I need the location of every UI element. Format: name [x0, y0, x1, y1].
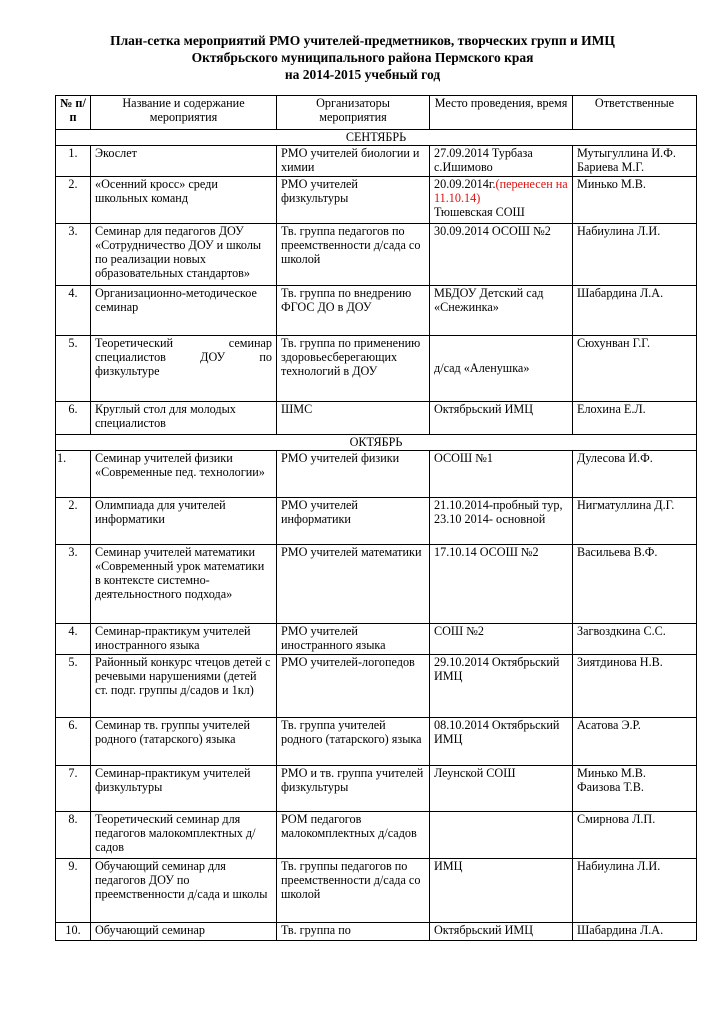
event-responsible: Сюхунван Г.Г.: [573, 336, 697, 402]
event-responsible: Зиятдинова Н.В.: [573, 655, 697, 718]
month-row-september: [56, 130, 697, 146]
document-title: [0, 32, 725, 83]
month-label: ОКТЯБРЬ: [56, 435, 697, 451]
table-row: [56, 146, 697, 177]
row-num: 2.: [56, 498, 91, 545]
event-name: Семинар тв. группы учителей родного (татарского) языка: [91, 718, 277, 766]
title-line-3: на 2014-2015 учебный год: [284, 67, 441, 82]
table-row: [56, 859, 697, 923]
event-organizer: Тв. группа по применению здоровьесберегающих технологий в ДОУ: [277, 336, 430, 402]
table-row: [56, 655, 697, 718]
event-place: [430, 177, 573, 224]
event-place: ИМЦ: [430, 859, 573, 923]
title-line-1: План-сетка мероприятий РМО учителей-предметников, творческих групп и ИМЦ: [110, 33, 615, 48]
event-responsible: Елохина Е.Л.: [573, 402, 697, 435]
event-name: Районный конкурс чтецов детей с речевыми нарушениями (детей ст. подг. группы д/садов и 1кл): [91, 655, 277, 718]
event-organizer: РМО учителей физики: [277, 451, 430, 498]
place-venue: Тюшевская СОШ: [434, 205, 525, 219]
event-name: Семинар для педагогов ДОУ «Сотрудничество ДОУ и школы по реализации новых образовательных стандартов»: [91, 224, 277, 286]
events-table: [55, 95, 697, 941]
table-row: [56, 286, 697, 336]
title-line-2: Октябрьского муниципального района Пермского края: [191, 50, 534, 65]
event-place: 08.10.2014 Октябрьский ИМЦ: [430, 718, 573, 766]
table-row: [56, 451, 697, 498]
row-num: 9.: [56, 859, 91, 923]
row-num: 4.: [56, 624, 91, 655]
row-num: 3.: [56, 224, 91, 286]
row-num: 1.: [56, 451, 91, 498]
table-row: [56, 624, 697, 655]
event-organizer: РМО учителей информатики: [277, 498, 430, 545]
row-num: 8.: [56, 812, 91, 859]
event-organizer: Тв. группа по внедрению ФГОС ДО в ДОУ: [277, 286, 430, 336]
row-num: 1.: [56, 146, 91, 177]
table-row: [56, 766, 697, 812]
table-row: [56, 224, 697, 286]
event-name: Круглый стол для молодых специалистов: [91, 402, 277, 435]
event-responsible: Шабардина Л.А.: [573, 923, 697, 941]
event-name: Теоретический семинар для педагогов малокомплектных д/садов: [91, 812, 277, 859]
table-row: [56, 545, 697, 624]
event-responsible: Асатова Э.Р.: [573, 718, 697, 766]
event-place: 17.10.14 ОСОШ №2: [430, 545, 573, 624]
row-num: 7.: [56, 766, 91, 812]
event-responsible: Загвоздкина С.С.: [573, 624, 697, 655]
event-name: Обучающий семинар для педагогов ДОУ по преемственности д/сада и школы: [91, 859, 277, 923]
event-place: 29.10.2014 Октябрьский ИМЦ: [430, 655, 573, 718]
event-organizer: Тв. группа педагогов по преемственности д/сада со школой: [277, 224, 430, 286]
event-organizer: РМО учителей физкультуры: [277, 177, 430, 224]
event-responsible: Дулесова И.Ф.: [573, 451, 697, 498]
rescheduled-note: (перенесен на 11.10.14): [434, 177, 568, 205]
event-place: д/сад «Аленушка»: [430, 336, 573, 402]
row-num: 2.: [56, 177, 91, 224]
event-place: 21.10.2014-пробный тур, 23.10 2014- основной: [430, 498, 573, 545]
event-organizer: РМО учителей иностранного языка: [277, 624, 430, 655]
event-name: Семинар-практикум учителей физкультуры: [91, 766, 277, 812]
table-row: [56, 336, 697, 402]
row-num: 5.: [56, 655, 91, 718]
header-row: [56, 96, 697, 130]
table-row: [56, 718, 697, 766]
row-num: 3.: [56, 545, 91, 624]
event-name: Обучающий семинар: [91, 923, 277, 941]
month-row-october: [56, 435, 697, 451]
event-responsible: Васильева В.Ф.: [573, 545, 697, 624]
event-organizer: Тв. группы педагогов по преемственности д/сада со школой: [277, 859, 430, 923]
col-header-name: Название и содержание мероприятия: [91, 96, 277, 130]
event-place: СОШ №2: [430, 624, 573, 655]
event-responsible: Набиулина Л.И.: [573, 859, 697, 923]
col-header-place: Место проведения, время: [430, 96, 573, 130]
event-name: Организационно-методическое семинар: [91, 286, 277, 336]
event-place: ОСОШ №1: [430, 451, 573, 498]
col-header-num: № п/п: [56, 96, 91, 130]
event-place: [430, 812, 573, 859]
row-num: 6.: [56, 402, 91, 435]
table-row: [56, 402, 697, 435]
event-place: Октябрьский ИМЦ: [430, 402, 573, 435]
event-responsible: Минько М.В.: [573, 177, 697, 224]
row-num: 4.: [56, 286, 91, 336]
table-row: [56, 177, 697, 224]
event-organizer: РМО учителей математики: [277, 545, 430, 624]
event-name: Олимпиада для учителей информатики: [91, 498, 277, 545]
event-place: МБДОУ Детский сад «Снежинка»: [430, 286, 573, 336]
event-responsible: Набиулина Л.И.: [573, 224, 697, 286]
event-responsible: Нигматуллина Д.Г.: [573, 498, 697, 545]
event-responsible: Минько М.В. Фаизова Т.В.: [573, 766, 697, 812]
event-organizer: ШМС: [277, 402, 430, 435]
event-name: Семинар учителей физики «Современные пед. технологии»: [91, 451, 277, 498]
event-name: Семинар учителей математики «Современный урок математики в контексте системно-деятельностного подхода»: [91, 545, 277, 624]
event-organizer: РМО и тв. группа учителей физкультуры: [277, 766, 430, 812]
col-header-org: Организаторы мероприятия: [277, 96, 430, 130]
event-name: Теоретический семинар специалистов ДОУ по физкультуре: [91, 336, 277, 402]
event-name: Экослет: [91, 146, 277, 177]
event-organizer: РОМ педагогов малокомплектных д/садов: [277, 812, 430, 859]
table-row: [56, 923, 697, 941]
event-name: «Осенний кросс» среди школьных команд: [91, 177, 277, 224]
row-num: 6.: [56, 718, 91, 766]
event-organizer: Тв. группа по: [277, 923, 430, 941]
col-header-resp: Ответственные: [573, 96, 697, 130]
event-organizer: РМО учителей биологии и химии: [277, 146, 430, 177]
event-responsible: Шабардина Л.А.: [573, 286, 697, 336]
event-place: Октябрьский ИМЦ: [430, 923, 573, 941]
table-row: [56, 812, 697, 859]
month-label: СЕНТЯБРЬ: [56, 130, 697, 146]
row-num: 10.: [56, 923, 91, 941]
place-date: 20.09.2014г.: [434, 177, 496, 191]
event-place: 30.09.2014 ОСОШ №2: [430, 224, 573, 286]
event-place: Леунской СОШ: [430, 766, 573, 812]
table-row: [56, 498, 697, 545]
event-responsible: Мутыгуллина И.Ф. Бариева М.Г.: [573, 146, 697, 177]
event-organizer: РМО учителей-логопедов: [277, 655, 430, 718]
event-organizer: Тв. группа учителей родного (татарского) языка: [277, 718, 430, 766]
event-name: Семинар-практикум учителей иностранного языка: [91, 624, 277, 655]
event-responsible: Смирнова Л.П.: [573, 812, 697, 859]
row-num: 5.: [56, 336, 91, 402]
event-place: 27.09.2014 Турбаза с.Ишимово: [430, 146, 573, 177]
